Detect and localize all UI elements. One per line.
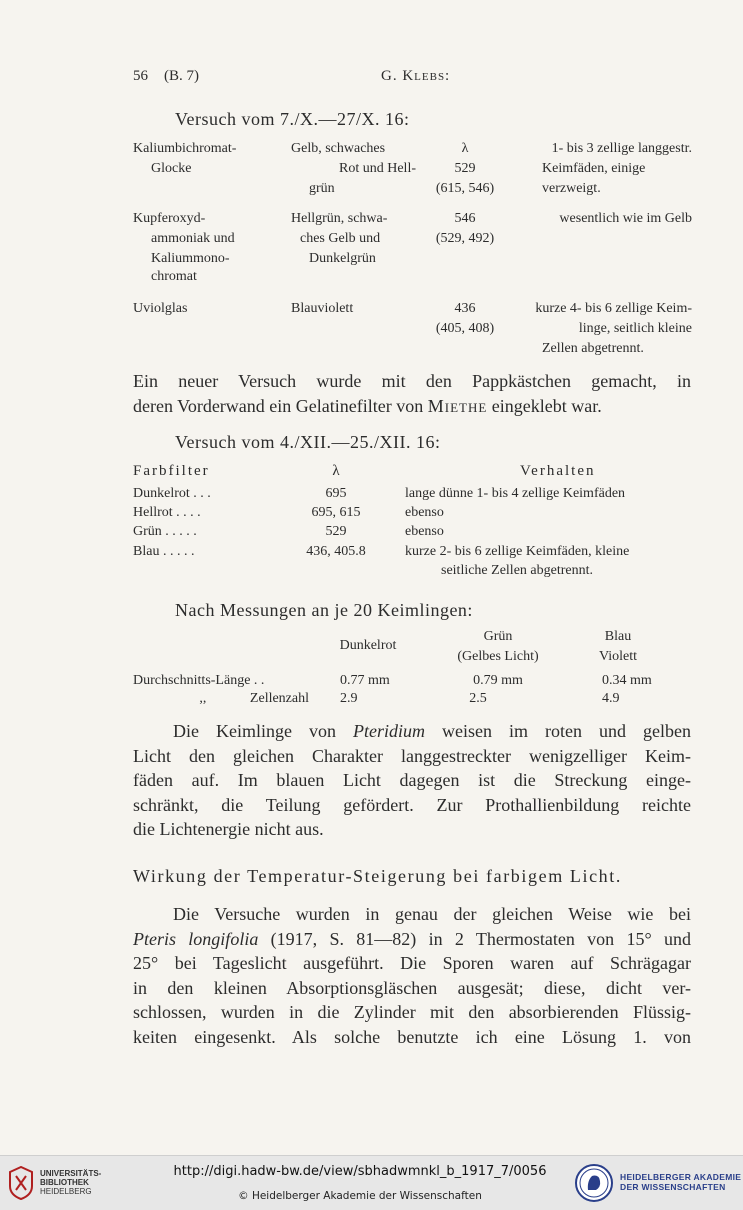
wavelength-value: 546 <box>454 211 476 226</box>
species-name: Pteris longifolia <box>133 928 259 949</box>
color-label: ches Gelb und <box>300 231 381 246</box>
color-label: Dunkelgrün <box>309 251 376 266</box>
color-label: Blauviolett <box>291 301 354 316</box>
text-line: die Lichtenergie nicht aus. <box>133 819 324 840</box>
table-cell: 695 <box>325 486 347 501</box>
column-header: Verhalten <box>520 463 596 479</box>
table-cell: ebenso <box>405 524 444 539</box>
table-cell: 0.34 mm <box>602 673 652 688</box>
filter-label: Kupferoxyd- <box>133 211 206 226</box>
table-cell: Blau . . . . . <box>133 544 195 559</box>
text-line: Pteris longifolia (1917, S. 81—82) in 2 Thermostaten von 15° und <box>133 928 691 949</box>
wavelength-range: (615, 546) <box>435 181 495 196</box>
result-text: Keimfäden, einige <box>542 161 646 176</box>
text-line: schränkt, die Teilung gefördert. Zur Prothallienbildung reichte <box>133 794 691 815</box>
text-line: Ein neuer Versuch wurde mit den Pappkästchen gemacht, in <box>133 371 691 391</box>
text-line: schlossen, wurden in die Zylinder mit den absorbierenden Flüssig- <box>133 1002 691 1023</box>
experiment-2-title: Versuch vom 4./XII.—25./XII. 16: <box>175 432 441 452</box>
text-line: in den kleinen Absorptionsgläschen ausgesät; diese, dicht ver- <box>133 977 691 998</box>
filter-label: Kaliumbichromat- <box>133 141 237 156</box>
row-label: Durchschnitts-Länge . . <box>133 673 265 688</box>
wavelength-value: 529 <box>454 161 476 176</box>
text-line: fäden auf. Im blauen Licht dagegen ist die Streckung einge- <box>133 770 691 791</box>
table-cell: seitliche Zellen abgetrennt. <box>441 563 593 578</box>
text-line: Die Keimlinge von Pteridium weisen im roten und gelben <box>173 721 691 741</box>
column-header: Farbfilter <box>133 463 210 479</box>
permalink-url[interactable]: http://digi.hadw-bw.de/view/sbhadwmnkl_b_1917_7/0056 <box>173 1164 547 1179</box>
filter-label: Uviolglas <box>133 301 188 316</box>
table-cell: Grün . . . . . <box>133 524 197 539</box>
wavelength-value: 436 <box>454 301 476 316</box>
table-cell: 436, 405.8 <box>306 544 366 559</box>
text-line: Die Versuche wurden in genau der gleichen Weise wie bei <box>173 904 691 924</box>
table-cell: 0.79 mm <box>473 673 523 688</box>
paragraph <box>133 719 691 842</box>
column-header: (Gelbes Licht) <box>457 649 539 664</box>
paragraph <box>133 902 691 1050</box>
text-line: 25° bei Tageslicht ausgeführt. Die Sporen waren auf Schrägagar <box>133 953 691 974</box>
academy-name: HEIDELBERGER AKADEMIE DER WISSENSCHAFTEN <box>620 1172 742 1192</box>
table-cell: Dunkelrot . . . <box>133 486 211 501</box>
filter-label: chromat <box>151 269 197 284</box>
row-label: ,, Zellenzahl <box>199 691 309 706</box>
paragraph <box>133 369 691 418</box>
table-cell: 4.9 <box>602 691 620 706</box>
column-header: λ <box>332 463 340 479</box>
university-library-logo <box>6 1166 36 1200</box>
table-cell: 2.9 <box>340 691 358 706</box>
column-header: Violett <box>598 649 638 664</box>
column-header: Dunkelrot <box>339 638 397 653</box>
column-header: Blau <box>604 629 632 644</box>
table-cell: 529 <box>325 524 347 539</box>
viewer-footer <box>0 1155 743 1210</box>
table-cell: ebenso <box>405 505 444 520</box>
filter-label: Kaliummono- <box>151 251 230 266</box>
section-heading: Wirkung der Temperatur-Steigerung bei farbigem Licht. <box>133 866 622 886</box>
measurement-title: Nach Messungen an je 20 Keimlingen: <box>175 600 473 620</box>
page-number: 56 <box>133 68 148 84</box>
wavelength-range: (529, 492) <box>435 231 495 246</box>
table-cell: 2.5 <box>469 691 487 706</box>
author-name: Miethe <box>427 395 488 416</box>
result-text: 1- bis 3 zellige langgestr. <box>551 141 692 156</box>
color-label: Gelb, schwaches <box>291 141 386 156</box>
text-line: Licht den gleichen Charakter langgestreckter wenigzelliger Keim- <box>133 745 691 766</box>
experiment-1-title: Versuch vom 7./X.—27/X. 16: <box>175 109 410 129</box>
species-name: Pteridium <box>353 721 425 741</box>
table-cell: kurze 2- bis 6 zellige Keimfäden, kleine <box>405 544 630 559</box>
signature-mark: (B. 7) <box>164 68 199 84</box>
library-name: UNIVERSITÄTS- BIBLIOTHEK HEIDELBERG <box>40 1169 102 1196</box>
table-cell: Hellrot . . . . <box>133 505 201 520</box>
table-cell: 0.77 mm <box>340 673 390 688</box>
table-cell: 695, 615 <box>311 505 361 520</box>
result-text: wesentlich wie im Gelb <box>559 211 692 226</box>
result-text: kurze 4- bis 6 zellige Keim- <box>535 301 692 316</box>
result-text: linge, seitlich kleine <box>578 321 692 336</box>
result-text: Zellen abgetrennt. <box>542 341 644 356</box>
filter-label: ammoniak und <box>151 231 235 246</box>
table-cell: lange dünne 1- bis 4 zellige Keimfäden <box>405 486 626 501</box>
lambda-symbol: λ <box>461 141 469 156</box>
wavelength-range: (405, 408) <box>435 321 495 336</box>
text-line: deren Vorderwand ein Gelatinefilter von Miethe eingeklebt war. <box>133 395 602 416</box>
academy-seal-icon <box>574 1163 614 1203</box>
result-text: verzweigt. <box>542 181 601 196</box>
color-label: Hellgrün, schwa- <box>291 211 388 226</box>
color-label: Rot und Hell- <box>339 161 416 176</box>
running-author: G. Klebs: <box>381 68 451 84</box>
column-header: Grün <box>483 629 513 644</box>
text-line: keiten eingesenkt. Als solche benutzte ich eine Lösung 1. von <box>133 1026 691 1047</box>
color-label: grün <box>309 181 335 196</box>
filter-label: Glocke <box>151 161 192 176</box>
copyright-notice: © Heidelberger Akademie der Wissenschaften <box>238 1190 482 1202</box>
